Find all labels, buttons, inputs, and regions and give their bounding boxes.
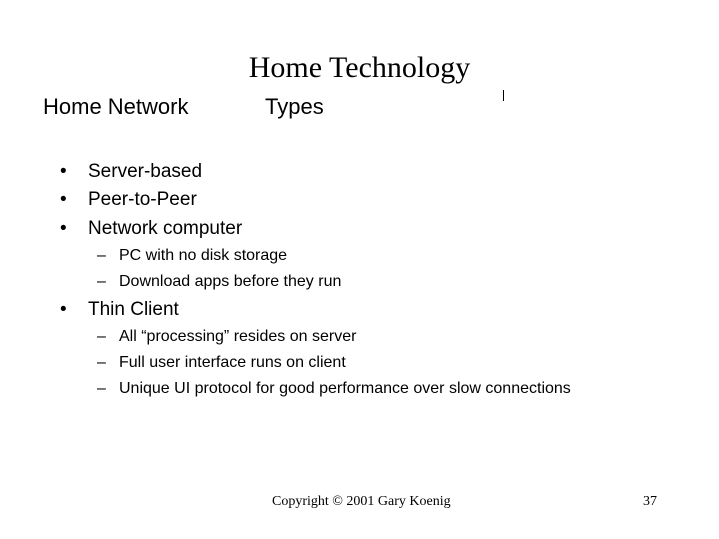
- copyright-footer: Copyright © 2001 Gary Koenig: [272, 494, 451, 509]
- slide-title: Home Technology: [248, 51, 471, 84]
- subtitle-home-network: Home Network: [43, 94, 189, 119]
- sub-bullet-text: Unique UI protocol for good performance over slow connections: [119, 380, 571, 397]
- bullet-text: Peer-to-Peer: [88, 189, 197, 210]
- dash-mark: –: [97, 328, 106, 345]
- sub-bullet-download-apps: [97, 272, 341, 292]
- bullet-mark: •: [60, 161, 67, 182]
- bullet-thin-client: [60, 299, 179, 321]
- bullet-server-based: [60, 161, 202, 183]
- page-number: 37: [643, 494, 657, 509]
- dash-mark: –: [97, 273, 106, 290]
- sub-bullet-processing: [97, 327, 356, 347]
- bullet-text: Network computer: [88, 218, 243, 239]
- sub-bullet-text: PC with no disk storage: [119, 247, 288, 264]
- bullet-peer-to-peer: [60, 189, 197, 211]
- sub-bullet-text: Download apps before they run: [119, 273, 342, 290]
- sub-bullet-full-ui: [97, 353, 346, 373]
- bullet-mark: •: [60, 189, 67, 210]
- sub-bullet-unique-ui: [97, 379, 571, 399]
- dash-mark: –: [97, 247, 106, 264]
- bullet-text: Server-based: [88, 161, 203, 182]
- text-cursor: [503, 90, 504, 101]
- bullet-mark: •: [60, 218, 67, 239]
- bullet-text: Thin Client: [88, 299, 179, 320]
- bullet-network-computer: [60, 218, 242, 240]
- subtitle-types: Types: [265, 94, 324, 119]
- sub-bullet-text: All “processing” resides on server: [119, 328, 357, 345]
- dash-mark: –: [97, 380, 106, 397]
- bullet-mark: •: [60, 299, 67, 320]
- sub-bullet-pc-no-disk: [97, 246, 287, 266]
- dash-mark: –: [97, 354, 106, 371]
- sub-bullet-text: Full user interface runs on client: [119, 354, 346, 371]
